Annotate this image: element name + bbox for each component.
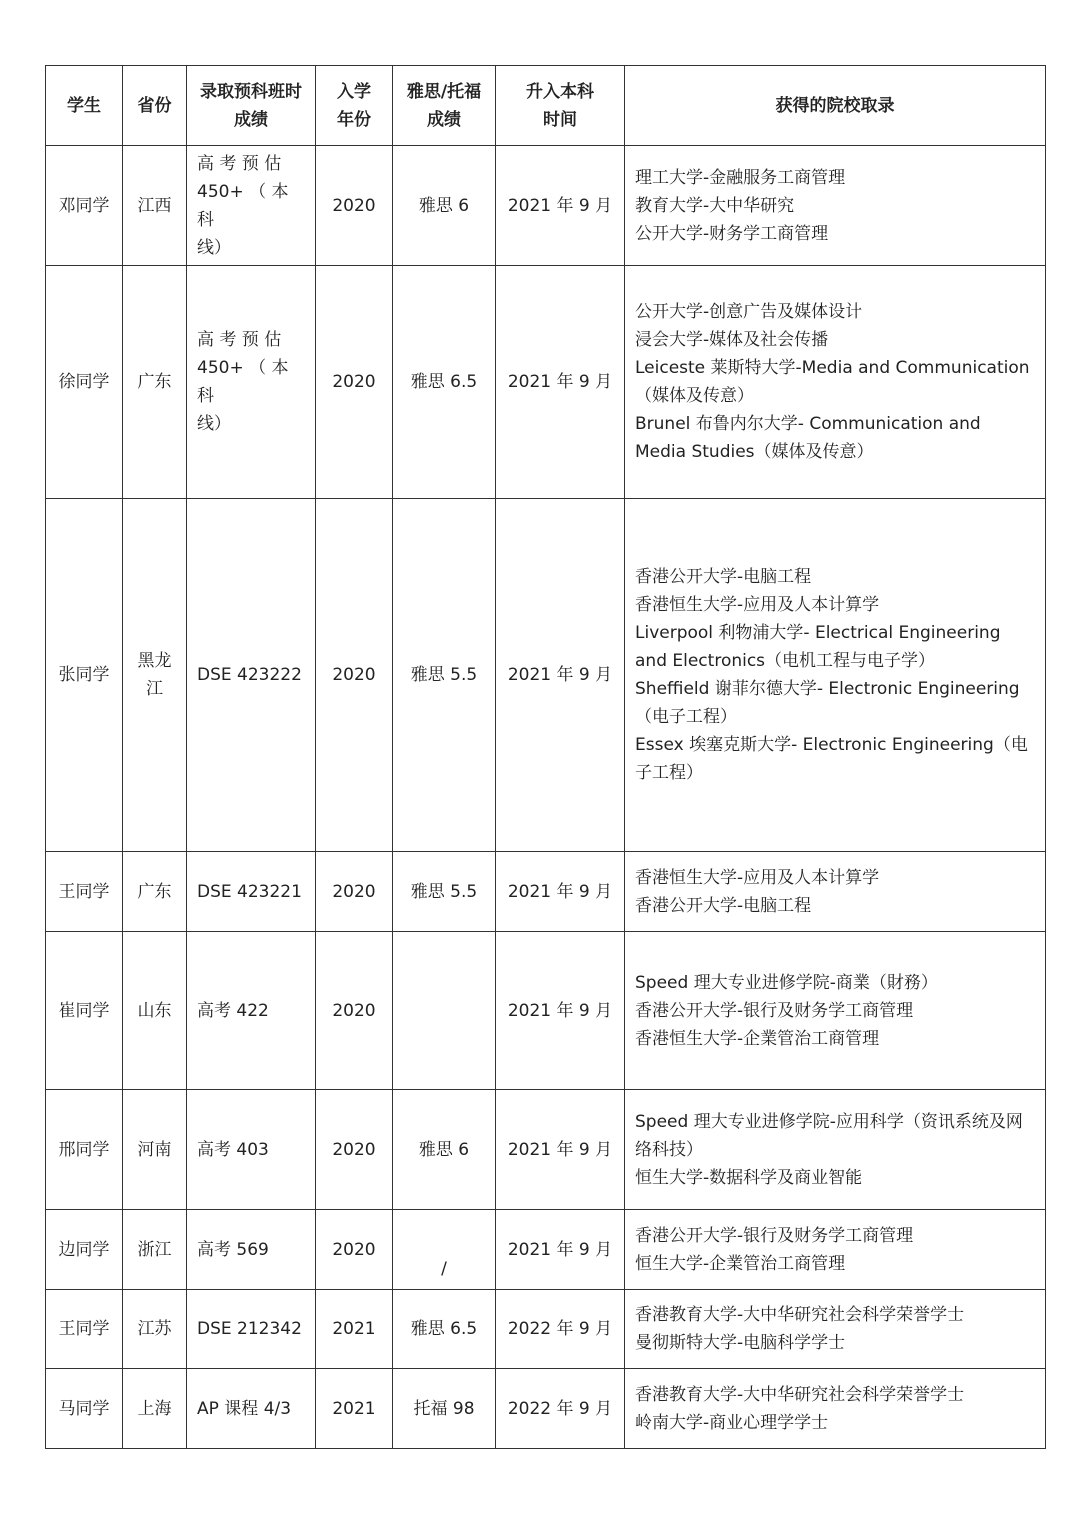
cell-province: 山东 [123, 932, 187, 1090]
offer-item: 理工大学-金融服务工商管理 [635, 167, 846, 188]
offer-item: Brunel 布鲁内尔大学- Communication and Media Studies（媒体及传意） [635, 414, 981, 462]
cell-upgrade: 2021 年 9 月 [496, 1210, 625, 1290]
cell-lang: 托福 98 [393, 1369, 496, 1449]
header-year-line2: 年份 [337, 109, 371, 130]
table-row [46, 932, 1046, 1090]
cell-score: DSE 423221 [187, 852, 316, 932]
cell-lang [393, 932, 496, 1090]
offer-item: 曼彻斯特大学-电脑科学学士 [635, 1333, 846, 1353]
cell-upgrade: 2022 年 9 月 [496, 1290, 625, 1369]
cell-year: 2020 [316, 266, 393, 499]
table-row [46, 1369, 1046, 1449]
table-row [46, 266, 1046, 499]
cell-score: DSE 423222 [187, 499, 316, 852]
cell-score: 高考 403 [187, 1090, 316, 1210]
offer-item: 香港恒生大学-企業管治工商管理 [635, 1028, 880, 1049]
offer-item: 公开大学-创意广告及媒体设计 [635, 302, 863, 322]
cell-score: AP 课程 4/3 [187, 1369, 316, 1449]
cell-offers [625, 1290, 1046, 1369]
header-score-line1: 录取预科班时 [200, 81, 302, 102]
cell-student: 崔同学 [46, 932, 123, 1090]
cell-upgrade: 2022 年 9 月 [496, 1369, 625, 1449]
header-lang [393, 66, 496, 146]
cell-score-line: 450+ （ 本 科 [197, 181, 289, 230]
cell-offers [625, 1369, 1046, 1449]
cell-lang: 雅思 6 [393, 1090, 496, 1210]
offer-item: 教育大学-大中华研究 [635, 195, 795, 216]
offer-item: Sheffield 谢菲尔德大学- Electronic Engineering（电子工程） [635, 679, 1020, 727]
offer-item: 香港公开大学-银行及财务学工商管理 [635, 1000, 914, 1021]
cell-year: 2020 [316, 932, 393, 1090]
offer-item: 公开大学-财务学工商管理 [635, 223, 829, 244]
offer-item: 香港教育大学-大中华研究社会科学荣誉学士 [635, 1384, 965, 1405]
cell-score [187, 146, 316, 266]
cell-offers [625, 146, 1046, 266]
offer-item: 恒生大学-企業管治工商管理 [635, 1253, 846, 1274]
cell-student: 张同学 [46, 499, 123, 852]
offer-item: 香港教育大学-大中华研究社会科学荣誉学士 [635, 1305, 965, 1325]
cell-year: 2021 [316, 1290, 393, 1369]
cell-score-line: 线） [197, 237, 231, 258]
cell-province-line: 黑龙 [137, 651, 172, 671]
cell-student: 邢同学 [46, 1090, 123, 1210]
cell-offers [625, 932, 1046, 1090]
header-score-line2: 成绩 [234, 109, 268, 130]
table-row [46, 1090, 1046, 1210]
cell-province [123, 499, 187, 852]
table-row [46, 1210, 1046, 1290]
cell-score: DSE 212342 [187, 1290, 316, 1369]
offer-item: 香港公开大学-电脑工程 [635, 895, 812, 916]
cell-lang: / [393, 1210, 496, 1290]
cell-year: 2020 [316, 146, 393, 266]
cell-upgrade: 2021 年 9 月 [496, 932, 625, 1090]
offer-item: 香港公开大学-电脑工程 [635, 567, 812, 587]
cell-offers [625, 852, 1046, 932]
cell-lang: 雅思 6 [393, 146, 496, 266]
offer-item: Speed 理大专业进修学院-商業（財務） [635, 972, 938, 993]
cell-student: 邓同学 [46, 146, 123, 266]
cell-year: 2021 [316, 1369, 393, 1449]
header-lang-line2: 成绩 [427, 109, 461, 130]
header-lang-line1: 雅思/托福 [406, 81, 482, 102]
header-score [187, 66, 316, 146]
offer-item: 恒生大学-数据科学及商业智能 [635, 1167, 863, 1188]
cell-year: 2020 [316, 1210, 393, 1290]
offer-item: 岭南大学-商业心理学学士 [635, 1412, 829, 1433]
cell-upgrade: 2021 年 9 月 [496, 266, 625, 499]
cell-score-line: 高 考 预 估 [197, 153, 282, 174]
cell-offers [625, 266, 1046, 499]
table-row [46, 1290, 1046, 1369]
cell-score: 高考 422 [187, 932, 316, 1090]
cell-student: 王同学 [46, 852, 123, 932]
cell-upgrade: 2021 年 9 月 [496, 146, 625, 266]
offer-item: Speed 理大专业进修学院-应用科学（资讯系统及网络科技） [635, 1111, 1023, 1160]
offer-item: 香港公开大学-银行及财务学工商管理 [635, 1225, 914, 1246]
admissions-table [45, 65, 1046, 1449]
cell-score [187, 266, 316, 499]
table-row [46, 852, 1046, 932]
cell-lang: 雅思 6.5 [393, 266, 496, 499]
header-year [316, 66, 393, 146]
offer-item: Liverpool 利物浦大学- Electrical Engineering and Electronics（电机工程与电子学） [635, 623, 1001, 671]
offer-item: Leiceste 莱斯特大学-Media and Communication（媒体及传意） [635, 358, 1030, 406]
header-year-line1: 入学 [337, 81, 371, 102]
cell-score-line: 高 考 预 估 [197, 330, 282, 350]
cell-student: 王同学 [46, 1290, 123, 1369]
cell-year: 2020 [316, 1090, 393, 1210]
cell-score-line: 线） [197, 414, 231, 434]
cell-year: 2020 [316, 852, 393, 932]
cell-offers [625, 499, 1046, 852]
cell-province-line: 江 [146, 679, 163, 699]
cell-student: 边同学 [46, 1210, 123, 1290]
cell-year: 2020 [316, 499, 393, 852]
cell-upgrade: 2021 年 9 月 [496, 852, 625, 932]
cell-offers [625, 1210, 1046, 1290]
cell-province: 浙江 [123, 1210, 187, 1290]
cell-province: 江西 [123, 146, 187, 266]
cell-lang: 雅思 6.5 [393, 1290, 496, 1369]
cell-province: 广东 [123, 266, 187, 499]
cell-province: 广东 [123, 852, 187, 932]
header-offers: 获得的院校取录 [625, 66, 1046, 146]
header-student: 学生 [46, 66, 123, 146]
cell-province: 河南 [123, 1090, 187, 1210]
table-row [46, 146, 1046, 266]
cell-lang: 雅思 5.5 [393, 499, 496, 852]
header-upgrade-line1: 升入本科 [526, 81, 594, 102]
header-province: 省份 [123, 66, 187, 146]
cell-province: 江苏 [123, 1290, 187, 1369]
cell-student: 马同学 [46, 1369, 123, 1449]
cell-upgrade: 2021 年 9 月 [496, 1090, 625, 1210]
header-upgrade-line2: 时间 [543, 109, 577, 130]
cell-province: 上海 [123, 1369, 187, 1449]
cell-upgrade: 2021 年 9 月 [496, 499, 625, 852]
offer-item: Essex 埃塞克斯大学- Electronic Engineering（电子工程） [635, 735, 1028, 783]
header-upgrade [496, 66, 625, 146]
offer-item: 浸会大学-媒体及社会传播 [635, 330, 829, 350]
cell-offers [625, 1090, 1046, 1210]
cell-score-line: 450+ （ 本 科 [197, 358, 289, 406]
table-row [46, 499, 1046, 852]
cell-lang: 雅思 5.5 [393, 852, 496, 932]
offer-item: 香港恒生大学-应用及人本计算学 [635, 595, 880, 615]
cell-score: 高考 569 [187, 1210, 316, 1290]
cell-student: 徐同学 [46, 266, 123, 499]
table-header-row [46, 66, 1046, 146]
offer-item: 香港恒生大学-应用及人本计算学 [635, 867, 880, 888]
